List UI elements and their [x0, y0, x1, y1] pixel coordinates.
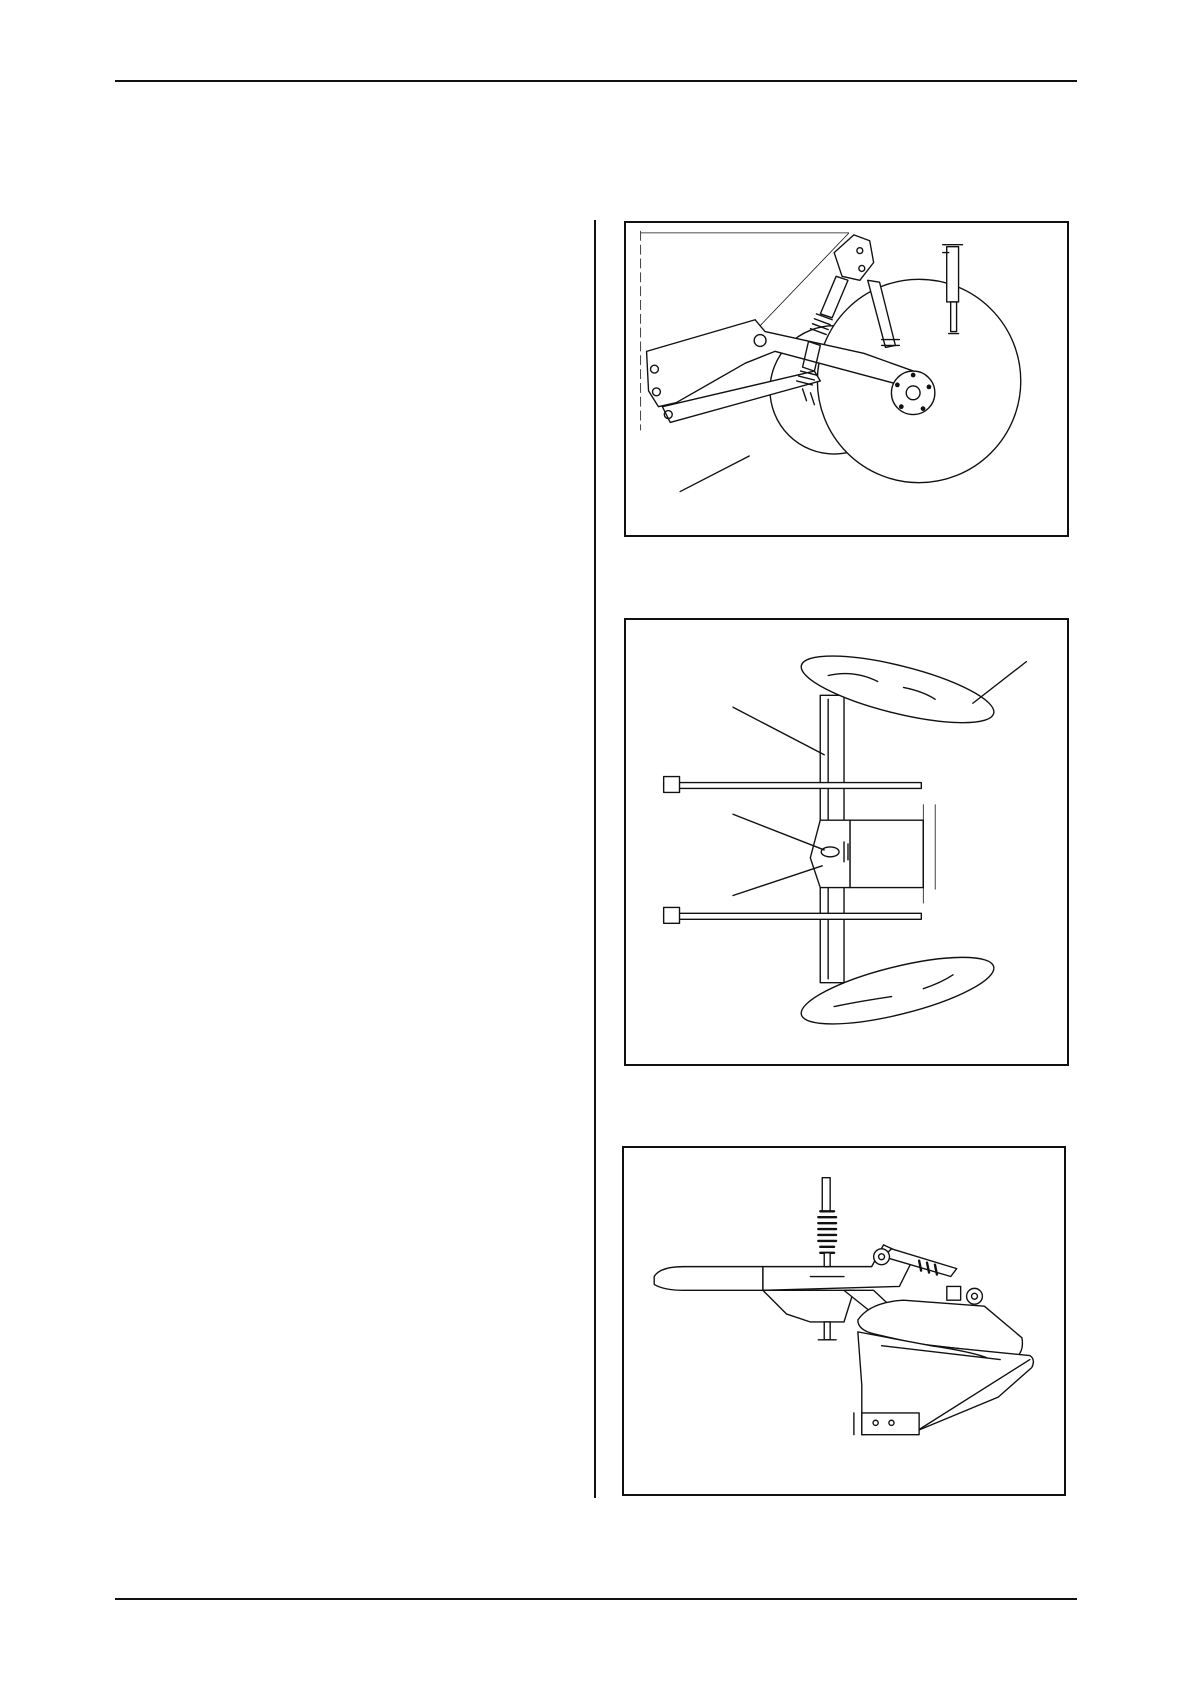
footer-rule [115, 1598, 1077, 1600]
header-rule [115, 80, 1077, 82]
figure-3-frame [622, 1146, 1066, 1496]
disc-side-view-drawing-icon [626, 223, 1067, 535]
hitch-assembly-drawing-icon [624, 1148, 1064, 1494]
disc-top-view-drawing-icon [626, 620, 1067, 1064]
figure-1-frame [624, 221, 1069, 537]
figure-2-frame [624, 618, 1069, 1066]
column-divider [594, 220, 596, 1498]
